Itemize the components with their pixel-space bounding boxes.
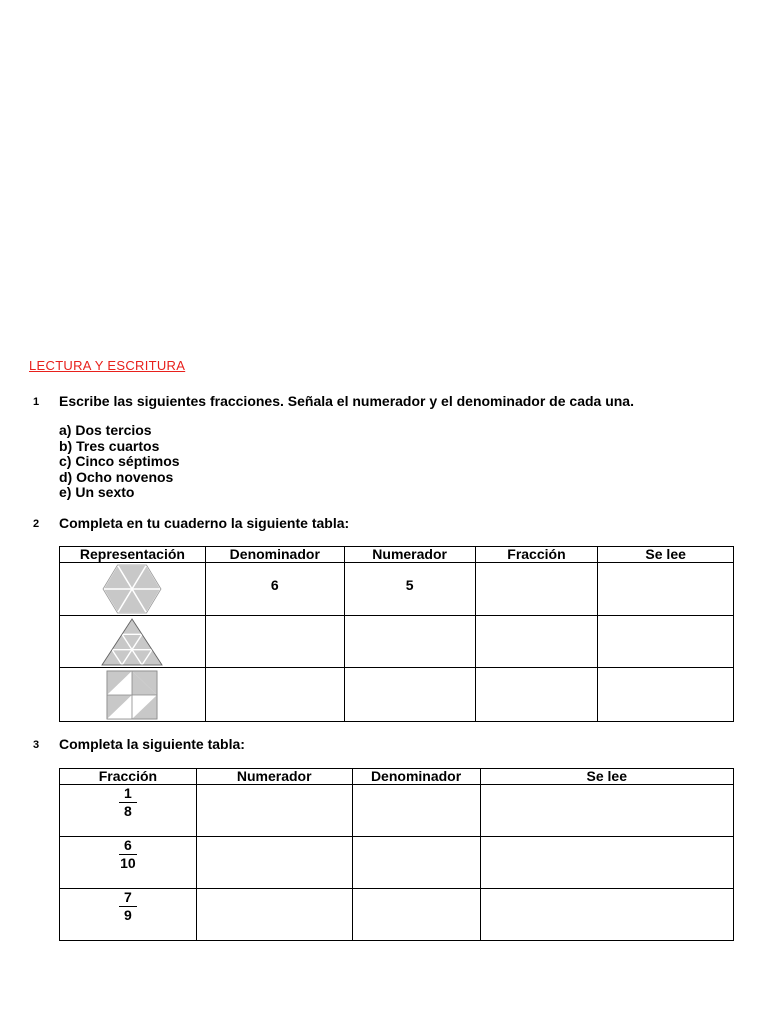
header-numerador: Numerador	[196, 769, 352, 785]
fraction-denominator: 10	[120, 855, 136, 871]
numerador-cell	[344, 616, 475, 668]
table-header-row	[60, 547, 734, 563]
fraction-denominator: 8	[124, 803, 132, 819]
numerador-cell: 5	[344, 563, 475, 616]
question-1-number: 1	[33, 396, 40, 408]
fraccion-cell	[475, 563, 598, 616]
question-1-options	[59, 423, 180, 501]
hexagon-icon	[101, 563, 163, 615]
header-fraccion: Fracción	[60, 769, 197, 785]
header-se-lee: Se lee	[598, 547, 734, 563]
table-row	[60, 563, 734, 616]
fraction	[119, 890, 137, 923]
denominador-cell	[205, 668, 344, 722]
numerador-cell	[344, 668, 475, 722]
option-e: e) Un sexto	[59, 484, 135, 500]
numerador-cell	[196, 889, 352, 941]
fraccion-cell	[475, 616, 598, 668]
numerador-cell	[196, 785, 352, 837]
fraction-table	[59, 768, 734, 941]
question-2-number: 2	[33, 518, 40, 530]
se-lee-cell	[480, 889, 733, 941]
table-header-row	[60, 769, 734, 785]
se-lee-cell	[598, 616, 734, 668]
fraction-numerator: 1	[124, 785, 132, 801]
fraction-cell	[60, 785, 197, 837]
numerador-cell	[196, 837, 352, 889]
representation-cell	[60, 668, 206, 722]
se-lee-cell	[598, 668, 734, 722]
representation-cell	[60, 616, 206, 668]
option-c: c) Cinco séptimos	[59, 453, 180, 469]
fraccion-cell	[475, 668, 598, 722]
option-a: a) Dos tercios	[59, 422, 152, 438]
fraction-cell	[60, 837, 197, 889]
question-3-text: Completa la siguiente tabla:	[59, 736, 245, 752]
representation-table	[59, 546, 734, 722]
denominador-cell	[205, 616, 344, 668]
fraction	[119, 786, 137, 819]
se-lee-cell	[598, 563, 734, 616]
table-row	[60, 785, 734, 837]
fraction-denominator: 9	[124, 907, 132, 923]
denominador-cell	[352, 889, 480, 941]
header-fraccion: Fracción	[475, 547, 598, 563]
header-se-lee: Se lee	[480, 769, 733, 785]
table-row	[60, 837, 734, 889]
section-title: LECTURA Y ESCRITURA	[29, 358, 186, 373]
fraction-numerator: 6	[124, 837, 132, 853]
table-row	[60, 616, 734, 668]
header-numerador: Numerador	[344, 547, 475, 563]
triangle-icon	[100, 617, 164, 667]
header-representacion: Representación	[60, 547, 206, 563]
question-2-text: Completa en tu cuaderno la siguiente tabla:	[59, 515, 350, 531]
square-icon	[105, 669, 159, 721]
header-denominador: Denominador	[352, 769, 480, 785]
se-lee-cell	[480, 837, 733, 889]
option-b: b) Tres cuartos	[59, 437, 160, 454]
denominador-cell: 6	[205, 563, 344, 616]
option-d: d) Ocho novenos	[59, 468, 174, 485]
fraction-cell	[60, 889, 197, 941]
fraction-numerator: 7	[124, 889, 132, 905]
denominador-cell	[352, 837, 480, 889]
question-3-number: 3	[33, 739, 40, 751]
representation-cell	[60, 563, 206, 616]
table-row	[60, 668, 734, 722]
header-denominador: Denominador	[205, 547, 344, 563]
denominador-cell	[352, 785, 480, 837]
table-row	[60, 889, 734, 941]
se-lee-cell	[480, 785, 733, 837]
question-1-text: Escribe las siguientes fracciones. Señala el numerador y el denominador de cada una.	[59, 393, 634, 409]
fraction	[119, 838, 137, 871]
